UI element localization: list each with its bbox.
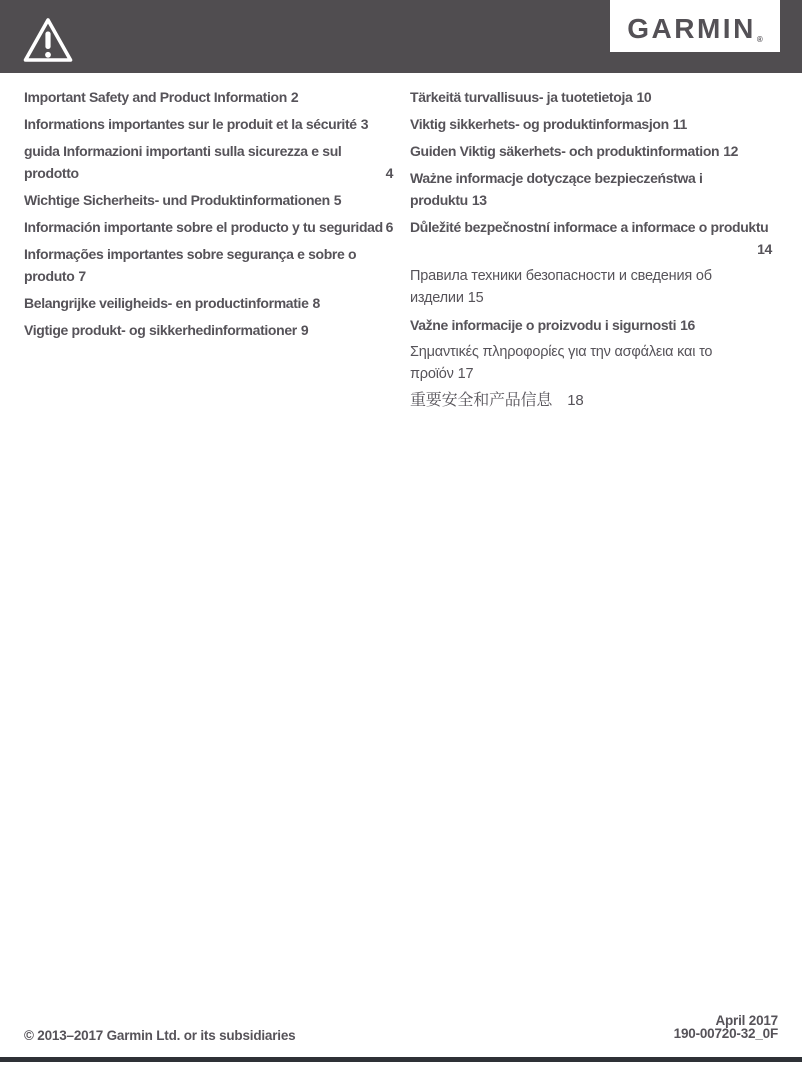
toc-entry-chinese: [410, 390, 772, 412]
garmin-wordmark: GARMIN: [627, 13, 756, 44]
toc-entry-page: 14: [757, 241, 772, 257]
toc-entry-title: Informações importantes sobre segurança e sobre o produto: [24, 246, 357, 284]
toc-entry-greek: [410, 341, 772, 385]
toc-entry-english: [24, 86, 393, 108]
toc-entry-german: [24, 189, 393, 211]
toc-entry-page: 12: [723, 143, 739, 159]
toc-entry-title: Viktig sikkerhets- og produktinformasjon: [410, 116, 669, 132]
part-number: 190-00720-32_0F: [673, 1026, 778, 1041]
toc-entry-page: 15: [467, 290, 484, 306]
toc-entry-page: 8: [312, 295, 320, 311]
toc-entry-danish: [24, 319, 393, 341]
toc-entry-title: Información importante sobre el producto y tu seguridad: [24, 219, 383, 235]
toc-entry-page: 3: [360, 116, 369, 132]
toc-entry-title: Važne informacije o proizvodu i sigurnosti: [410, 317, 677, 333]
toc-column-right: [410, 86, 772, 417]
toc-entry-page: 2: [290, 89, 299, 105]
toc-entry-title: 重要安全和产品信息: [410, 392, 553, 409]
toc-entry-title: guida Informazioni importanti sulla sicurezza e sul prodotto: [24, 143, 342, 181]
toc-entry-title: Правила техники безопасности и сведения об изделии: [410, 268, 712, 306]
toc-entry-page: 6: [385, 219, 393, 235]
publication-date: April 2017: [715, 1013, 778, 1028]
toc-entry-title: Σημαντικές πληροφορίες για την ασφάλεια και το προϊόν: [410, 344, 713, 382]
toc-entry-title: Důležité bezpečnostní informace a informace o produktu: [410, 219, 769, 235]
toc-entry-page: 4: [385, 165, 393, 181]
toc-entry-title: Informations importantes sur le produit et la sécurité: [24, 116, 357, 132]
toc-entry-title: Tärkeitä turvallisuus- ja tuotetietoja: [410, 89, 633, 105]
toc-entry-title: Wichtige Sicherheits- und Produktinformationen: [24, 192, 330, 208]
toc-entry-title: Guiden Viktig säkerhets- och produktinformation: [410, 143, 720, 159]
toc-entry-page: 5: [333, 192, 342, 208]
toc-entry-czech: [410, 216, 772, 260]
toc-entry-page: 9: [300, 322, 309, 338]
toc-entry-page: 16: [680, 317, 695, 333]
toc-entry-page: 11: [672, 116, 687, 132]
header-bar: [0, 0, 802, 73]
toc-entry-spanish: [24, 216, 393, 238]
toc-entry-title: Ważne informacje dotyczące bezpieczeństwa i produktu: [410, 170, 703, 208]
toc-entry-title: Vigtige produkt- og sikkerhedinformationer: [24, 322, 297, 338]
garmin-logo: [610, 0, 780, 52]
toc-entry-swedish: [410, 140, 772, 162]
toc-entry-page: 7: [78, 268, 86, 284]
toc-entry-page: 13: [471, 192, 487, 208]
toc-entry-page: 18: [567, 392, 584, 409]
toc-entry-dutch: [24, 292, 393, 314]
footer-right-block: [674, 1014, 778, 1040]
registered-trademark-symbol: ®: [756, 35, 763, 44]
toc-entry-russian: [410, 265, 772, 309]
warning-triangle-icon: [22, 16, 74, 64]
copyright-notice: © 2013–2017 Garmin Ltd. or its subsidiaries: [24, 1028, 296, 1043]
toc-entry-finnish: [410, 86, 772, 108]
toc-entry-norwegian: [410, 113, 772, 135]
toc-entry-title: Important Safety and Product Information: [24, 89, 287, 105]
toc-column-left: [24, 86, 393, 346]
toc-entry-title: Belangrijke veiligheids- en productinformatie: [24, 295, 309, 311]
toc-entry-croatian: [410, 314, 772, 336]
toc-entry-polish: [410, 167, 772, 211]
toc-entry-page: 10: [636, 89, 652, 105]
toc-entry-page: 17: [457, 366, 474, 382]
toc-entry-italian: [24, 140, 393, 184]
toc-entry-french: [24, 113, 393, 135]
toc-entry-portuguese: [24, 243, 393, 287]
bottom-rule: [0, 1057, 802, 1062]
